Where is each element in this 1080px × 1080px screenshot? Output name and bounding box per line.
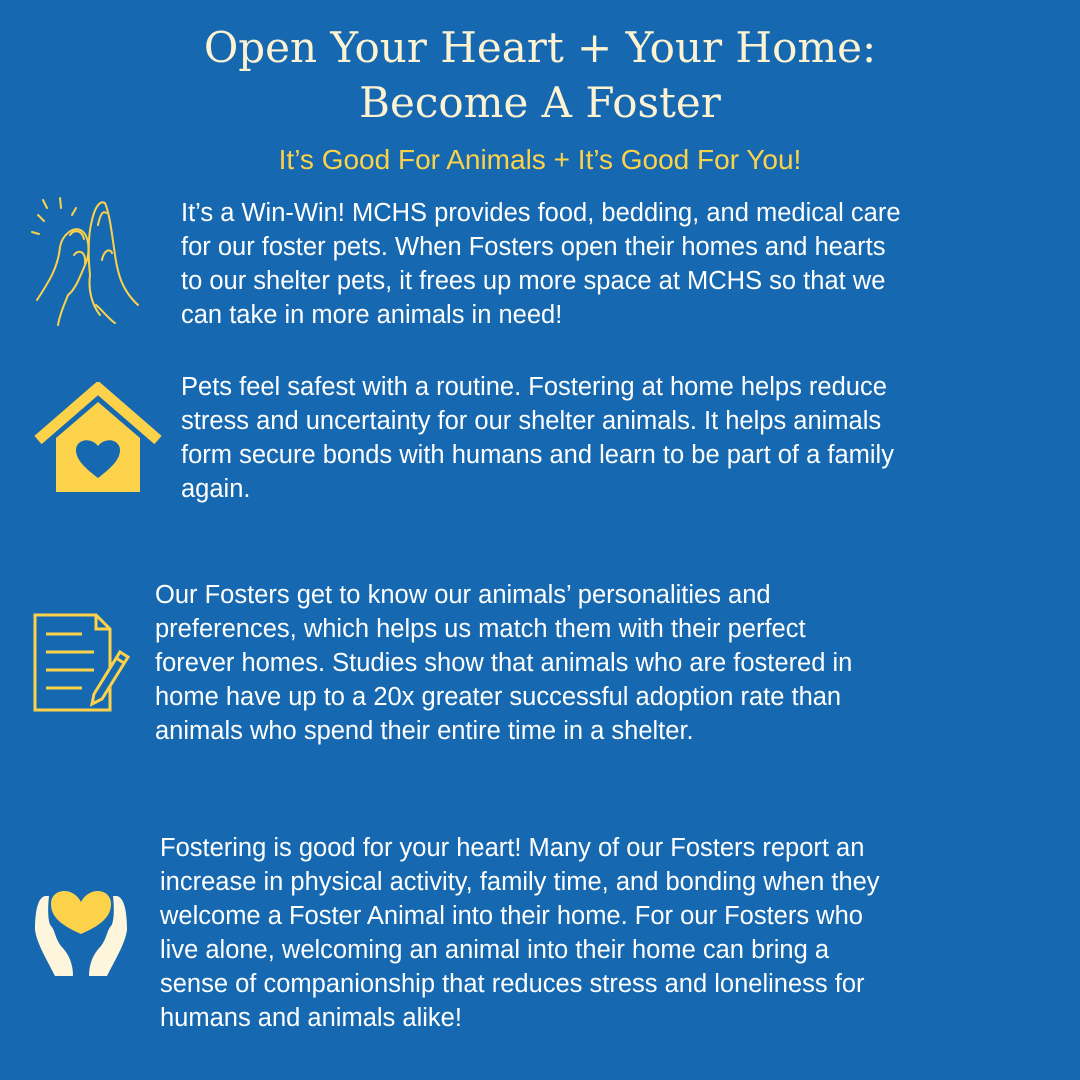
text-line: welcome a Foster Animal into their home. For our Fosters who: [160, 902, 863, 930]
text-line: Pets feel safest with a routine. Fostering at home helps reduce: [181, 373, 887, 401]
document-pencil-icon: [32, 612, 132, 716]
high-five-icon: [30, 195, 140, 335]
section-heart-health: [160, 831, 880, 1035]
text-line: forever homes. Studies show that animals who are fostered in: [155, 649, 853, 677]
title-line: Open Your Heart + Your Home:: [203, 23, 877, 72]
section-routine: [181, 370, 894, 506]
text-line: form secure bonds with humans and learn to be part of a family: [181, 441, 894, 469]
page-title: [0, 20, 1080, 130]
text-line: again.: [181, 475, 251, 503]
text-line: stress and uncertainty for our shelter animals. It helps animals: [181, 407, 882, 435]
text-line: animals who spend their entire time in a shelter.: [155, 717, 694, 745]
text-line: live alone, welcoming an animal into their home can bring a: [160, 936, 830, 964]
text-line: home have up to a 20x greater successful adoption rate than: [155, 683, 842, 711]
text-line: preferences, which helps us match them with their perfect: [155, 615, 806, 643]
text-line: Our Fosters get to know our animals’ personalities and: [155, 581, 771, 609]
text-line: for our foster pets. When Fosters open their homes and hearts: [181, 233, 886, 261]
section-matching: [155, 578, 852, 748]
house-heart-icon: [32, 382, 164, 494]
text-line: Fostering is good for your heart! Many of our Fosters report an: [160, 834, 865, 862]
text-line: to our shelter pets, it frees up more space at MCHS so that we: [181, 267, 886, 295]
text-line: increase in physical activity, family time, and bonding when they: [160, 868, 880, 896]
title-line: Become A Foster: [359, 78, 721, 127]
hands-heart-icon: [33, 884, 129, 980]
text-line: can take in more animals in need!: [181, 301, 563, 329]
text-line: sense of companionship that reduces stress and loneliness for: [160, 970, 865, 998]
subtitle: It’s Good For Animals + It’s Good For You!: [278, 144, 802, 175]
text-line: humans and animals alike!: [160, 1004, 462, 1032]
section-win-win: [181, 196, 901, 332]
text-line: It’s a Win-Win! MCHS provides food, bedding, and medical care: [181, 199, 901, 227]
